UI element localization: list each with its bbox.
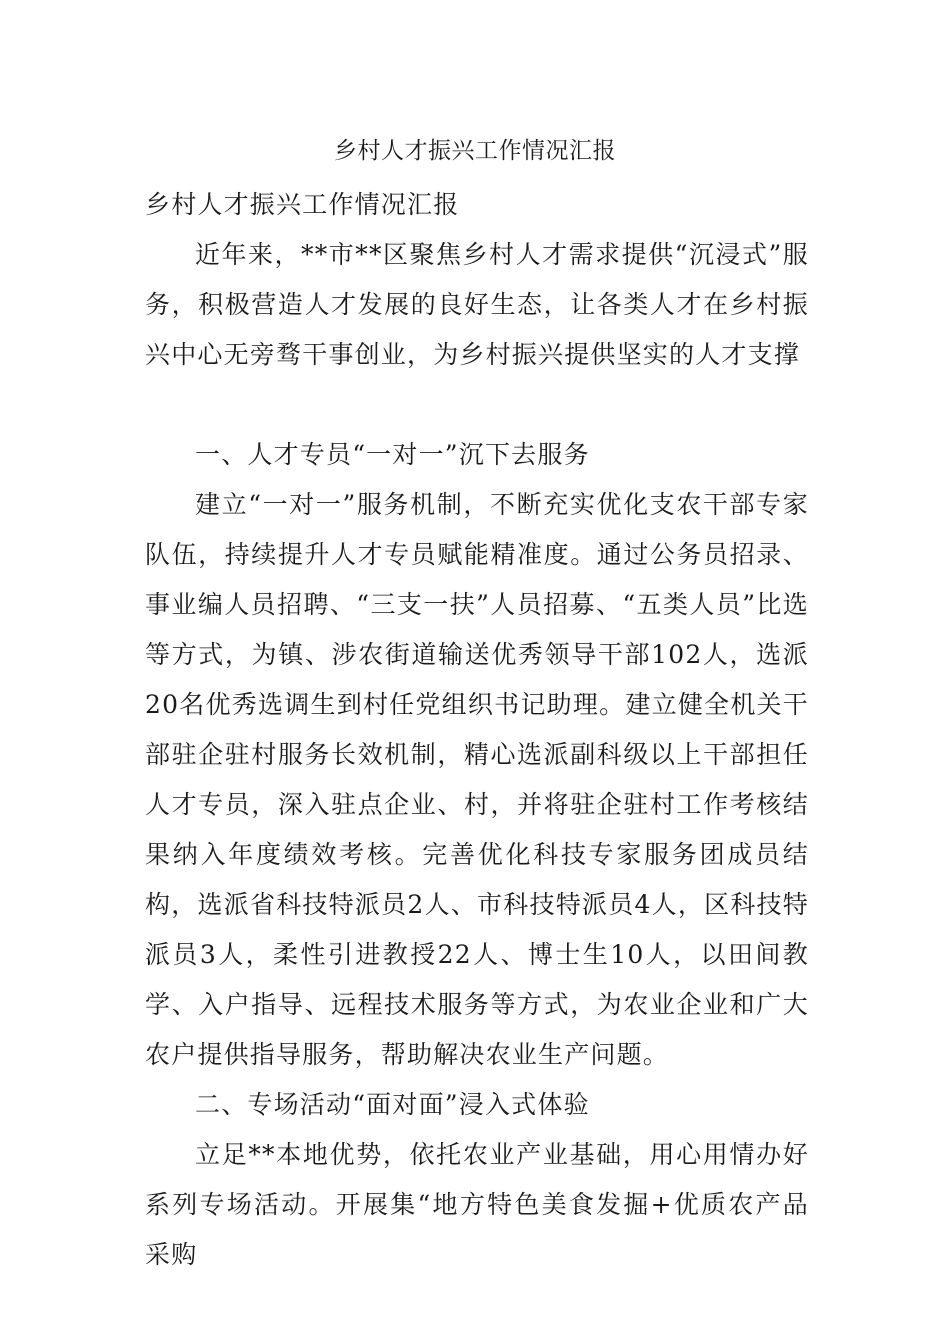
document-title: 乡村人才振兴工作情况汇报 bbox=[334, 138, 616, 164]
document-body bbox=[145, 180, 809, 1280]
section-1-paragraph: 建立“一对一”服务机制，不断充实优化支农干部专家队伍，持续提升人才专员赋能精准度。通过公务员招录、事业编人员招聘、“三支一扶”人员招募、“五类人员”比选等方式，为镇、涉农街道输送优秀领导干部102人，选派20名优秀选调生到村任党组织书记助理。建立健全机关干部驻企驻村服务长效机制，精心选派副科级以上干部担任人才专员，深入驻点企业、村，并将驻企驻村工作考核结果纳入年度绩效考核。完善优化科技专家服务团成员结构，选派省科技特派员2人、市科技特派员4人，区科技特派员3人，柔性引进教授22人、博士生10人，以田间教学、入户指导、远程技术服务等方式，为农业企业和广大农户提供指导服务，帮助解决农业生产问题。 bbox=[145, 490, 809, 1069]
section-2-paragraph: 立足**本地优势，依托农业产业基础，用心用情办好系列专场活动。开展集“地方特色美食发掘+优质农产品采购 bbox=[145, 1140, 809, 1269]
document-subtitle: 乡村人才振兴工作情况汇报 bbox=[145, 190, 460, 219]
section-1-heading: 一、人才专员“一对一”沉下去服务 bbox=[195, 440, 590, 469]
intro-paragraph: 近年来，**市**区聚焦乡村人才需求提供“沉浸式”服务，积极营造人才发展的良好生态，让各类人才在乡村振兴中心无旁骛干事创业，为乡村振兴提供坚实的人才支撑 bbox=[145, 240, 809, 369]
section-2-heading: 二、专场活动“面对面”浸入式体验 bbox=[195, 1090, 590, 1119]
